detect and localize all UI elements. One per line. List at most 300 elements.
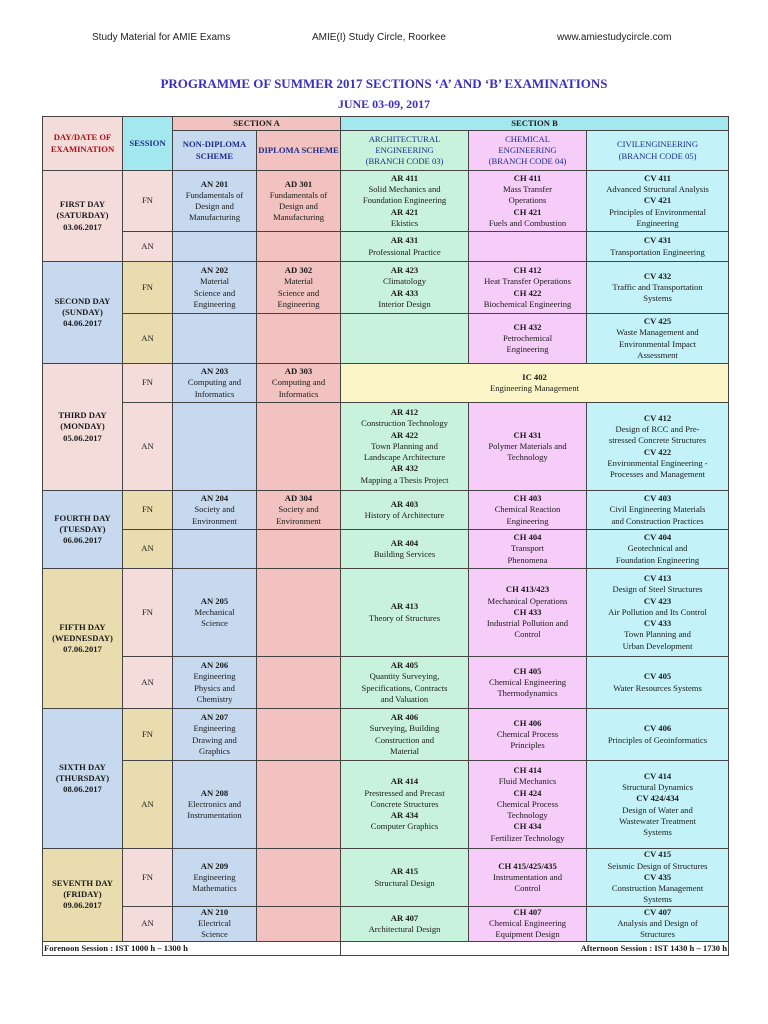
cell-line: Advanced Structural Analysis: [606, 184, 709, 195]
civil-cell: [587, 491, 729, 530]
non-diploma-cell: [173, 403, 257, 491]
cell-line: Systems: [643, 293, 672, 304]
col-header-civil: [587, 131, 729, 171]
session-cell: FN: [123, 849, 173, 907]
cell-line: Fluid Mechanics: [498, 776, 557, 787]
civil-cell: [587, 171, 729, 232]
cell-line: Manufacturing: [188, 212, 241, 223]
chemical-cell: [469, 849, 587, 907]
cell-line: Principles of Geoinformatics: [607, 734, 708, 745]
chemical-cell: [469, 907, 587, 942]
cell-line: Science: [201, 929, 228, 940]
cell-line: Instrumentation: [187, 810, 242, 821]
table-row: [43, 491, 729, 530]
cell-line: Material: [283, 276, 314, 287]
architectural-cell: [341, 657, 469, 709]
chemical-cell: [469, 530, 587, 569]
session-cell: FN: [123, 171, 173, 232]
cell-line: Design of RCC and Pre-: [615, 424, 700, 435]
chemical-cell: [469, 171, 587, 232]
day-cell: [43, 849, 123, 942]
cell-line: CV 403: [643, 493, 672, 504]
civil-cell: [587, 232, 729, 262]
cell-line: AR 431: [390, 235, 419, 246]
day-cell: [43, 262, 123, 364]
cell-line: (SUNDAY): [62, 306, 103, 317]
architectural-cell: [341, 569, 469, 657]
cell-line: Processes and Management: [610, 468, 706, 479]
non-diploma-cell: [173, 657, 257, 709]
diploma-cell: [257, 232, 341, 262]
cell-line: Design and: [279, 201, 318, 211]
architectural-cell: [341, 262, 469, 314]
cell-line: Instrumentation and: [493, 871, 562, 882]
cell-line: Structures: [640, 929, 675, 940]
cell-line: CH 412: [513, 265, 542, 276]
common-paper-cell: [341, 364, 729, 403]
civil-cell: [587, 761, 729, 849]
civil-cell: [587, 530, 729, 569]
col-header-chemical: [469, 131, 587, 171]
diploma-cell: [257, 403, 341, 491]
header-line: CIVILENGINEERING: [616, 139, 699, 150]
cell-line: Foundation Engineering: [362, 195, 447, 206]
cell-line: AR 405: [390, 660, 419, 671]
cell-line: CV 413: [643, 573, 672, 584]
cell-line: Engineering: [636, 217, 679, 228]
page-title: PROGRAMME OF SUMMER 2017 SECTIONS ‘A’ AND ‘B’ EXAMINATIONS: [160, 76, 608, 91]
cell-line: Climatology: [383, 276, 426, 287]
cell-line: AD 302: [284, 265, 313, 276]
cell-line: Mapping a Thesis Project: [360, 474, 449, 485]
session-cell: AN: [123, 907, 173, 942]
cell-line: Chemical Reaction: [494, 504, 561, 515]
cell-line: AR 423: [390, 265, 419, 276]
cell-line: IC 402: [522, 371, 547, 382]
cell-line: Chemical Engineering: [488, 676, 567, 687]
cell-line: Structural Design: [374, 877, 435, 888]
cell-line: Specifications, Contracts: [361, 682, 448, 693]
session-cell: AN: [123, 403, 173, 491]
non-diploma-cell: [173, 761, 257, 849]
cell-line: Fundamentals of: [185, 189, 244, 200]
cell-line: AR 403: [390, 498, 419, 509]
cell-line: 06.06.2017: [63, 535, 102, 546]
col-header-day: DAY/DATE OF EXAMINATION: [43, 117, 123, 171]
section-a-header: SECTION A: [173, 117, 341, 131]
cell-line: Environmental Engineering -: [607, 457, 708, 468]
header-left: Study Material for AMIE Exams: [92, 32, 231, 43]
cell-line: Society and: [194, 504, 235, 515]
cell-line: CV 433: [643, 618, 672, 629]
cell-line: AN 201: [200, 178, 229, 189]
diploma-cell: [257, 761, 341, 849]
architectural-cell: [341, 314, 469, 364]
cell-line: Chemical Engineering: [488, 918, 567, 929]
cell-line: Air Pollution and Its Control: [608, 606, 707, 617]
architectural-cell: [341, 907, 469, 942]
cell-line: CV 412: [643, 412, 672, 423]
diploma-cell: [257, 709, 341, 761]
cell-line: 04.06.2017: [63, 318, 102, 329]
non-diploma-cell: [173, 530, 257, 569]
cell-line: 08.06.2017: [63, 784, 102, 795]
cell-line: CV 405: [643, 671, 672, 682]
cell-line: Engineering: [277, 298, 320, 309]
cell-line: Science: [201, 618, 228, 629]
chemical-cell: [469, 491, 587, 530]
cell-line: Construction Technology: [361, 418, 448, 429]
cell-line: Environmental Impact: [618, 338, 697, 349]
col-header-diploma: DIPLOMA SCHEME: [257, 131, 341, 171]
header-line: CHEMICAL: [505, 133, 550, 144]
architectural-cell: [341, 761, 469, 849]
diploma-cell: [257, 569, 341, 657]
cell-line: Chemical Process: [496, 728, 559, 739]
cell-line: Structural Dynamics: [622, 782, 693, 793]
cell-line: AN 203: [200, 366, 229, 377]
civil-cell: [587, 849, 729, 907]
cell-line: Electronics and: [187, 798, 242, 809]
cell-line: Construction and: [375, 734, 434, 745]
cell-line: History of Architecture: [364, 510, 445, 520]
cell-line: (THURSDAY): [55, 772, 110, 783]
cell-line: CV 424/434: [636, 793, 679, 804]
cell-line: Theory of Structures: [368, 612, 441, 623]
forenoon-session-note: Forenoon Session : IST 1000 h – 1300 h: [43, 941, 341, 955]
table-row: [43, 314, 729, 364]
cell-line: (WEDNESDAY): [52, 632, 113, 643]
cell-line: CH 403: [513, 493, 542, 504]
day-cell: [43, 709, 123, 849]
non-diploma-cell: [173, 569, 257, 657]
cell-line: CH 405: [513, 665, 542, 676]
table-row: [43, 232, 729, 262]
cell-line: Engineering: [193, 871, 236, 882]
cell-line: Environment: [192, 515, 237, 526]
cell-line: and Construction Practices: [611, 515, 704, 526]
header-line: ENGINEERING: [375, 144, 434, 155]
cell-line: CH 411: [513, 172, 542, 183]
cell-line: Thermodynamics: [497, 688, 558, 699]
cell-line: CV 406: [643, 723, 672, 734]
cell-line: Mechanical Operations: [487, 595, 568, 606]
cell-line: Engineering: [193, 723, 236, 734]
cell-line: CH 434: [513, 821, 542, 832]
cell-line: Civil Engineering Materials: [609, 504, 706, 515]
table-row: [43, 907, 729, 942]
cell-line: AN 202: [200, 265, 229, 276]
cell-line: Design of Water and: [622, 804, 693, 815]
cell-line: CV 435: [643, 871, 672, 882]
table-row: [43, 364, 729, 403]
cell-line: Material: [199, 276, 230, 287]
cell-line: AN 204: [200, 493, 229, 504]
cell-line: Transportation Engineering: [610, 246, 705, 257]
diploma-cell: [257, 364, 341, 403]
cell-line: Mechanical: [194, 606, 235, 617]
cell-line: FIFTH DAY: [59, 621, 106, 632]
session-cell: AN: [123, 314, 173, 364]
cell-line: CH 415/425/435: [498, 860, 557, 871]
col-header-non-diploma: NON-DIPLOMA SCHEME: [173, 131, 257, 171]
cell-line: AN 209: [200, 860, 229, 871]
chemical-cell: [469, 657, 587, 709]
session-cell: FN: [123, 709, 173, 761]
header-line: (BRANCH CODE 03): [365, 156, 444, 167]
cell-line: Informatics: [278, 388, 319, 399]
architectural-cell: [341, 171, 469, 232]
cell-line: AR 411: [391, 172, 418, 183]
diploma-cell: [257, 314, 341, 364]
cell-line: Engineering: [193, 671, 236, 682]
chemical-cell: [469, 232, 587, 262]
cell-line: Heat Transfer Operations: [484, 276, 571, 287]
cell-line: Engineering: [506, 515, 549, 526]
cell-line: AN 208: [200, 787, 229, 798]
cell-line: CH 407: [513, 907, 542, 917]
table-row: [43, 657, 729, 709]
cell-line: Science and: [277, 287, 320, 298]
cell-line: Concrete Structures: [370, 798, 439, 809]
cell-line: Analysis and Design of: [617, 918, 698, 929]
cell-line: (TUESDAY): [59, 523, 106, 534]
cell-line: Computing and: [271, 377, 326, 388]
cell-line: AR 404: [390, 537, 419, 548]
non-diploma-cell: [173, 709, 257, 761]
header-center: AMIE(I) Study Circle, Roorkee: [312, 32, 446, 43]
cell-line: AR 432: [390, 463, 419, 474]
session-cell: FN: [123, 569, 173, 657]
cell-line: CV 414: [643, 770, 672, 781]
cell-line: AD 303: [284, 366, 313, 377]
cell-line: FIRST DAY: [59, 199, 106, 210]
chemical-cell: [469, 262, 587, 314]
session-cell: FN: [123, 262, 173, 314]
footer-row: [43, 941, 729, 955]
table-row: [43, 171, 729, 232]
cell-line: Science and: [193, 287, 236, 298]
cell-line: Graphics: [198, 745, 231, 756]
civil-cell: [587, 403, 729, 491]
cell-line: stressed Concrete Structures: [608, 435, 707, 446]
cell-line: AN 210: [200, 907, 229, 917]
civil-cell: [587, 709, 729, 761]
cell-line: Construction Management: [611, 883, 704, 894]
table-row: [43, 403, 729, 491]
cell-line: 05.06.2017: [63, 432, 102, 443]
cell-line: SEVENTH DAY: [51, 878, 114, 888]
cell-line: and Valuation: [380, 693, 429, 704]
cell-line: Computer Graphics: [370, 821, 439, 832]
diploma-cell: [257, 491, 341, 530]
chemical-cell: [469, 314, 587, 364]
cell-line: CV 415: [643, 849, 672, 860]
diploma-cell: [257, 907, 341, 942]
session-cell: FN: [123, 364, 173, 403]
cell-line: SECOND DAY: [54, 295, 111, 306]
cell-line: Seismic Design of Structures: [607, 860, 708, 871]
cell-line: (MONDAY): [60, 421, 105, 432]
civil-cell: [587, 657, 729, 709]
cell-line: Society and: [278, 504, 319, 515]
cell-line: 07.06.2017: [63, 644, 102, 655]
session-cell: AN: [123, 657, 173, 709]
non-diploma-cell: [173, 364, 257, 403]
chemical-cell: [469, 761, 587, 849]
cell-line: Equipment Design: [495, 929, 560, 940]
cell-line: Control: [514, 883, 541, 894]
cell-line: Assessment: [637, 349, 678, 360]
cell-line: Material: [389, 745, 420, 756]
table-row: [43, 709, 729, 761]
cell-line: CH 404: [513, 532, 542, 543]
cell-line: (FRIDAY): [63, 889, 102, 900]
cell-line: Ekistics: [390, 217, 419, 228]
diploma-cell: [257, 262, 341, 314]
day-cell: [43, 364, 123, 491]
cell-line: CV 422: [643, 446, 672, 457]
cell-line: Electrical: [198, 918, 231, 929]
cell-line: Technology: [507, 452, 548, 463]
session-cell: AN: [123, 761, 173, 849]
cell-line: Drawing and: [192, 734, 237, 745]
cell-line: Surveying, Building: [369, 723, 440, 734]
diploma-cell: [257, 530, 341, 569]
non-diploma-cell: [173, 171, 257, 232]
cell-line: AR 434: [390, 810, 419, 821]
table-row: [43, 530, 729, 569]
cell-line: Engineering: [193, 298, 236, 309]
exam-schedule-table: [42, 116, 729, 956]
architectural-cell: [341, 530, 469, 569]
cell-line: Urban Development: [622, 640, 693, 651]
cell-line: Biochemical Engineering: [483, 298, 572, 309]
cell-line: CV 425: [643, 316, 672, 327]
chemical-cell: [469, 569, 587, 657]
cell-line: CV 432: [643, 270, 672, 281]
header-line: ARCHITECTURAL: [368, 133, 441, 144]
cell-line: Petrochemical: [502, 332, 553, 343]
header-line: (BRANCH CODE 05): [618, 150, 697, 161]
cell-line: Engineering Management: [490, 383, 580, 393]
cell-line: Chemical Process: [496, 798, 559, 809]
architectural-cell: [341, 403, 469, 491]
cell-line: FOURTH DAY: [54, 512, 111, 523]
cell-line: Landscape Architecture: [363, 452, 446, 463]
cell-line: CV 421: [643, 195, 672, 206]
cell-line: Principles of Environmental: [609, 206, 706, 217]
civil-cell: [587, 907, 729, 942]
header-right[interactable]: www.amiestudycircle.com: [557, 32, 672, 43]
table-row: [43, 761, 729, 849]
cell-line: Systems: [643, 826, 672, 837]
cell-line: Wastewater Treatment: [619, 815, 696, 826]
cell-line: CH 421: [513, 206, 542, 217]
cell-line: Fundamentals of: [269, 189, 328, 200]
cell-line: CH 422: [513, 287, 542, 298]
cell-line: Solid Mechanics and: [368, 184, 441, 195]
cell-line: Prestressed and Precast: [364, 787, 445, 798]
cell-line: CH 431: [513, 429, 542, 440]
cell-line: Mass Transfer: [503, 184, 552, 195]
cell-line: Fertilizer Technology: [490, 832, 565, 843]
architectural-cell: [341, 232, 469, 262]
session-cell: AN: [123, 232, 173, 262]
civil-cell: [587, 314, 729, 364]
cell-line: AR 433: [390, 287, 419, 298]
cell-line: AR 407: [390, 912, 419, 923]
chemical-cell: [469, 403, 587, 491]
chemical-cell: [469, 709, 587, 761]
cell-line: Fuels and Combustion: [488, 217, 567, 228]
afternoon-session-note: Afternoon Session : IST 1430 h – 1730 h: [341, 941, 729, 955]
cell-line: AR 406: [390, 712, 419, 723]
cell-line: Principles: [510, 740, 545, 751]
diploma-cell: [257, 849, 341, 907]
architectural-cell: [341, 491, 469, 530]
cell-line: AN 206: [200, 660, 229, 671]
non-diploma-cell: [173, 849, 257, 907]
cell-line: Water Resources Systems: [613, 682, 702, 693]
non-diploma-cell: [173, 262, 257, 314]
cell-line: Interior Design: [378, 298, 431, 309]
cell-line: CH 432: [513, 321, 542, 332]
table-row: [43, 849, 729, 907]
cell-line: Town Planning and: [624, 629, 691, 640]
cell-line: AR 412: [390, 407, 419, 418]
cell-line: SIXTH DAY: [59, 761, 106, 772]
cell-line: Quantity Surveying,: [369, 671, 440, 682]
civil-cell: [587, 262, 729, 314]
day-cell: [43, 491, 123, 569]
cell-line: AR 415: [390, 866, 419, 877]
cell-line: 09.06.2017: [63, 900, 102, 911]
cell-line: Manufacturing: [272, 212, 325, 223]
cell-line: CV 431: [643, 235, 672, 246]
cell-line: Control: [514, 629, 541, 640]
cell-line: Technology: [507, 810, 548, 821]
cell-line: Design of Steel Structures: [612, 584, 703, 595]
cell-line: Chemistry: [196, 693, 233, 704]
cell-line: CH 424: [513, 787, 542, 798]
cell-line: THIRD DAY: [58, 410, 107, 421]
col-header-architectural: [341, 131, 469, 171]
section-b-header: SECTION B: [341, 117, 729, 131]
cell-line: AN 205: [200, 595, 229, 606]
session-cell: AN: [123, 530, 173, 569]
cell-line: Operations: [508, 195, 547, 206]
architectural-cell: [341, 709, 469, 761]
cell-line: AR 414: [390, 776, 419, 787]
cell-line: Town Planning and: [371, 440, 438, 451]
page-subtitle: JUNE 03-09, 2017: [337, 97, 431, 111]
non-diploma-cell: [173, 907, 257, 942]
col-header-session: SESSION: [123, 117, 173, 171]
cell-line: Engineering: [506, 344, 549, 355]
civil-cell: [587, 569, 729, 657]
diploma-cell: [257, 171, 341, 232]
cell-line: Professional Practice: [368, 246, 441, 257]
cell-line: CV 407: [643, 907, 672, 917]
cell-line: AR 422: [390, 429, 419, 440]
day-cell: [43, 569, 123, 709]
cell-line: Computing and: [187, 377, 242, 388]
cell-line: CV 423: [643, 595, 672, 606]
table-row: [43, 262, 729, 314]
cell-line: Design and: [195, 201, 234, 211]
cell-line: CH 406: [513, 717, 542, 728]
